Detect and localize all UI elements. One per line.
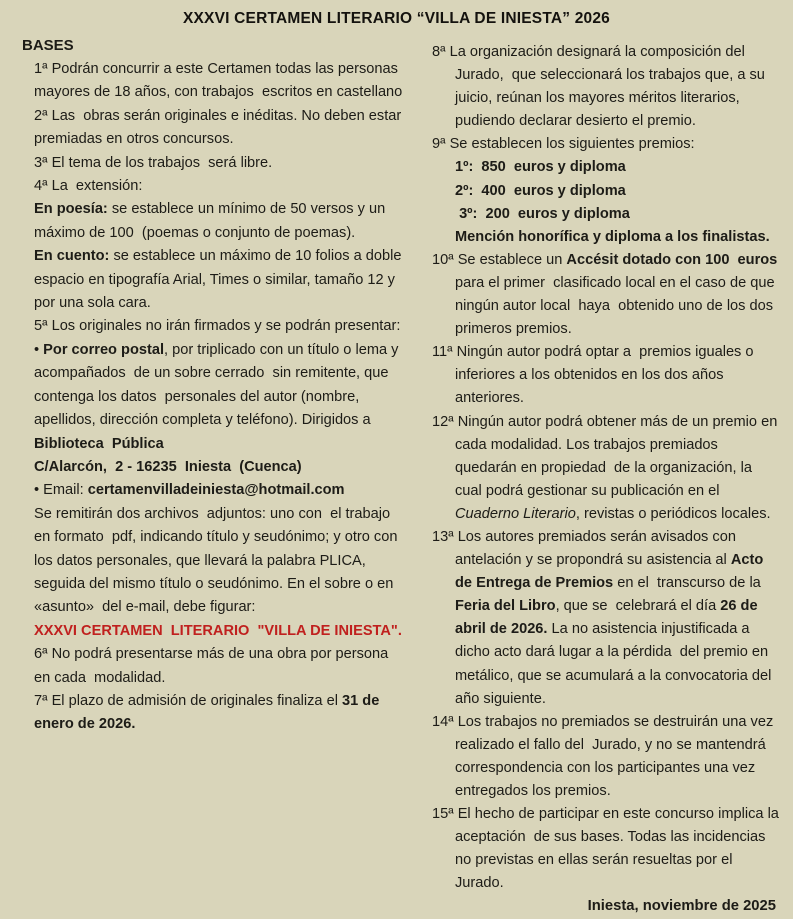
text-run: Accésit dotado con 100 euros (566, 251, 778, 268)
text-run: En poesía: (34, 201, 108, 218)
paragraph (34, 152, 404, 175)
text-run: Se remitirán dos archivos adjuntos: uno con el trabajo en formato pdf, indicando título y seudónimo; y otro con los datos personales, que llevará la palabra PLICA, seguida del mismo título o seudónimo. En el sobre o en «asunto» del e-mail, debe figurar: (34, 505, 402, 616)
paragraph (432, 526, 782, 711)
paragraph (34, 58, 404, 105)
text-run: Biblioteca Pública (34, 435, 164, 452)
paragraph (432, 226, 782, 249)
text-run: 7ª El plazo de admisión de originales finaliza el (34, 692, 342, 709)
text-run: , por triplicado con un título o lema y acompañados de un sobre cerrado sin remitente, que contenga los datos personales del autor (nombre, apellidos, dirección completa y teléfono). Dirigidos a (34, 341, 403, 429)
right-column-paragraphs (432, 41, 782, 895)
paragraph (34, 245, 404, 315)
text-run: 1ª Podrán concurrir a este Certamen todas las personas mayores de 18 años, con trabajos escritos en castellano (34, 61, 403, 101)
text-run: , que se celebrará el día (555, 598, 721, 615)
text-run: 9ª Se establecen los siguientes premios: (432, 136, 695, 153)
text-run: Mención honorífica y diploma a los finalistas. (455, 228, 770, 245)
paragraph (34, 479, 404, 502)
text-run: 14ª Los trabajos no premiados se destruirán una vez realizado el fallo del Jurado, y no se mantendrá correspondencia con los participantes una vez entregados los premios. (432, 713, 778, 799)
text-run: C/Alarcón, 2 - 16235 Iniesta (Cuenca) (34, 458, 302, 475)
paragraph (432, 203, 782, 226)
paragraph (34, 315, 404, 338)
text-run: 8ª La organización designará la composición del Jurado, que seleccionará los trabajos que, a su juicio, reúnan los mayores méritos literarios, pudiendo declarar desierto el premio. (432, 44, 769, 130)
paragraph (34, 620, 404, 643)
paragraph (432, 803, 782, 895)
text-run: 3ª El tema de los trabajos será libre. (34, 154, 273, 171)
paragraph (432, 711, 782, 803)
text-run: 10ª Se establece un (432, 251, 567, 268)
paragraph (34, 643, 404, 690)
text-run: 11ª Ningún autor podrá optar a premios iguales o inferiores a los obtenidos en los dos años anteriores. (432, 344, 758, 407)
text-run: 3º: 200 euros y diploma (455, 205, 630, 222)
paragraph (34, 175, 404, 198)
text-run: En cuento: (34, 248, 110, 265)
text-run: 2º: 400 euros y diploma (455, 182, 626, 199)
text-run: en el transcurso de la (613, 575, 765, 592)
left-column (22, 37, 404, 737)
text-run: 2ª Las obras serán originales e inéditas. No deben estar premiadas en otros concursos. (34, 107, 406, 148)
paragraph (34, 105, 404, 152)
text-run: 15ª El hecho de participar en este concurso implica la aceptación de sus bases. Todas las incidencias no previstas en ellas serán resueltas por el Jurado. (432, 806, 783, 892)
text-run: 12ª Ningún autor podrá obtener más de un premio en cada modalidad. Los trabajos premiados quedarán en propiedad de la organización, la cual podrá gestionar su publicación en el (432, 413, 782, 499)
text-run: Feria del Libro (455, 598, 556, 615)
text-run: La no asistencia injustificada a dicho acto dará lugar a la pérdida del premio en metálico, que se acumulará a la convocatoria del año siguiente. (455, 621, 776, 707)
page-title: XXXVI CERTAMEN LITERARIO “VILLA DE INIESTA” 2026 (182, 10, 610, 27)
text-run: 1º: 850 euros y diploma (455, 159, 626, 176)
text-run: • (34, 341, 44, 358)
text-run: para el primer clasificado local en el caso de que ningún autor local haya obtenido uno de los dos primeros premios. (455, 251, 782, 338)
contest-name-red-text: XXXVI CERTAMEN LITERARIO "VILLA DE INIESTA". (34, 622, 402, 639)
text-run: 5ª Los originales no irán firmados y se podrán presentar: (34, 318, 401, 335)
text-run: • Email: (34, 482, 88, 499)
text-run: se establece un mínimo de 50 versos y un máximo de 100 (poemas o conjunto de poemas). (34, 201, 390, 241)
text-run: se establece un máximo de 10 folios a doble espacio en tipografía Arial, Times o similar, tamaño 12 y por una sola cara. (34, 248, 406, 312)
text-run: 4ª La extensión: (34, 178, 143, 195)
text-run: 13ª Los autores premiados serán avisados con antelación y se propondrá su asistencia al (432, 528, 741, 569)
left-column-paragraphs (22, 58, 404, 737)
bases-heading: BASES (22, 37, 74, 54)
text-run: Cuaderno Literario (455, 505, 576, 522)
paragraph (34, 503, 404, 620)
paragraph (432, 156, 782, 179)
paragraph (432, 180, 782, 203)
text-run: certamenvilladeiniesta@hotmail.com (87, 482, 345, 499)
paragraph (432, 41, 782, 133)
paragraph (432, 411, 782, 526)
text-run: , revistas o periódicos locales. (575, 505, 771, 522)
paragraph (34, 456, 404, 479)
document-body (0, 28, 793, 919)
paragraph (34, 339, 404, 456)
text-run: 6ª No podrá presentarse más de una obra por persona en cada modalidad. (34, 646, 393, 686)
text-run: 31 de enero de 2026. (34, 692, 384, 733)
date-line: Iniesta, noviembre de 2025 (587, 898, 776, 915)
paragraph (432, 133, 782, 156)
paragraph (432, 341, 782, 410)
text-run: Por correo postal (43, 341, 165, 358)
text-run: Acto de Entrega de Premios (455, 552, 768, 592)
right-column (432, 37, 782, 919)
paragraph (432, 249, 782, 341)
paragraph (34, 690, 404, 737)
text-run: 26 de abril de 2026. (455, 598, 762, 638)
paragraph (34, 198, 404, 245)
